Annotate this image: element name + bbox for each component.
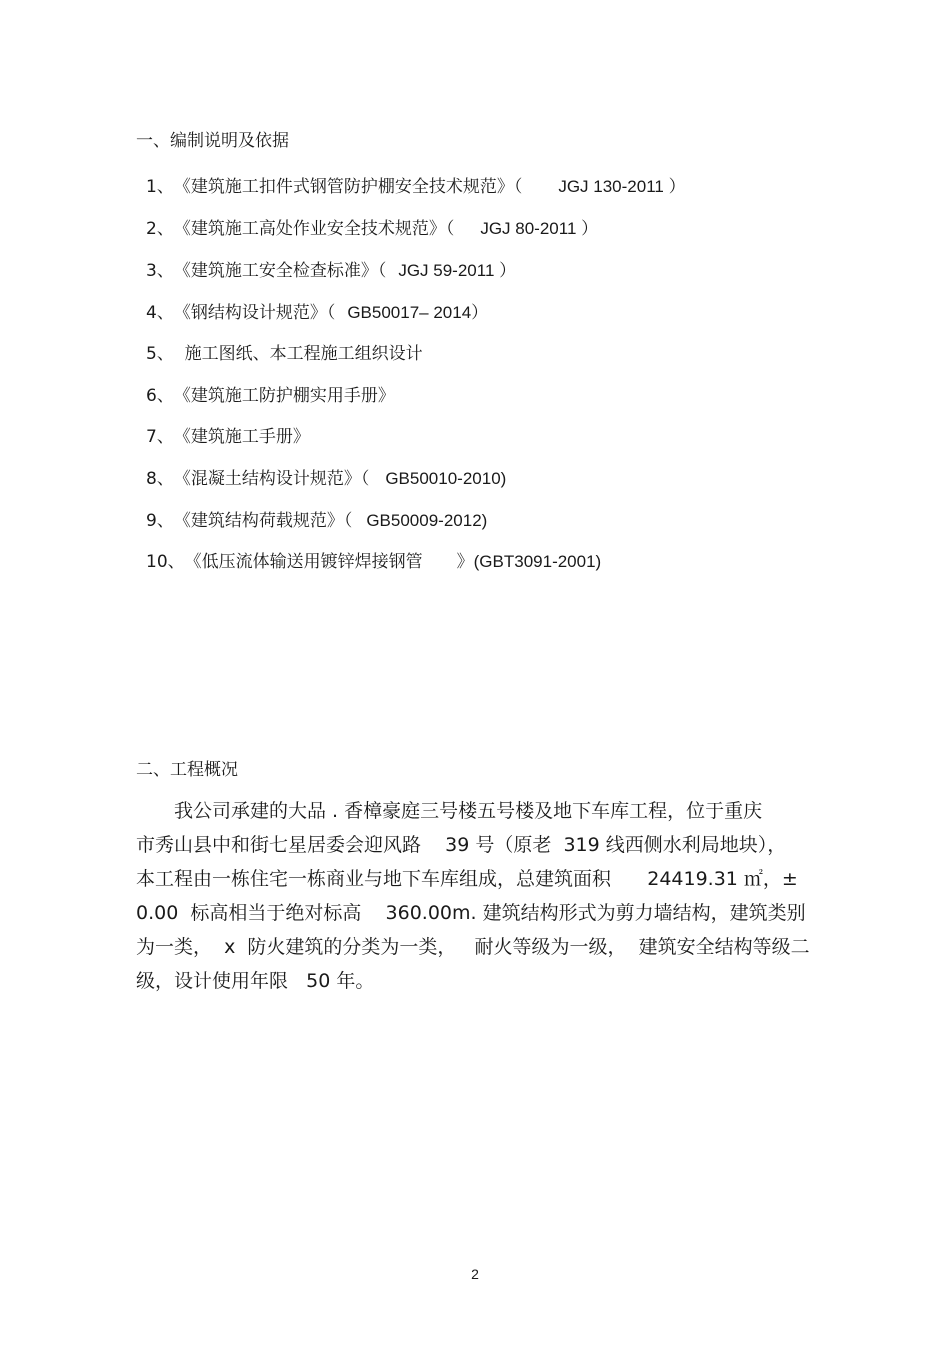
reference-code: GB50017– 2014） bbox=[347, 303, 489, 322]
reference-number: 6、 bbox=[146, 386, 174, 406]
reference-number: 2、 bbox=[146, 219, 174, 239]
reference-title: 《钢结构设计规范》（ bbox=[173, 303, 336, 323]
paragraph-line: 0.00 标高相当于绝对标高 360.00m. 建筑结构形式为剪力墙结构，建筑类别 bbox=[136, 902, 806, 924]
reference-item bbox=[146, 219, 598, 239]
reference-number: 3、 bbox=[146, 261, 174, 281]
reference-title: 《建筑施工扣件式钢管防护棚安全技术规范》（ bbox=[173, 177, 523, 197]
reference-number: 5、 bbox=[146, 344, 174, 364]
reference-code: JGJ 80-2011 ） bbox=[480, 219, 599, 238]
paragraph-line: 市秀山县中和街七星居委会迎风路 39 号（原老 319 线西侧水利局地块）， bbox=[136, 834, 787, 856]
reference-title: 《建筑施工安全检查标准》（ bbox=[173, 261, 387, 281]
reference-number: 9、 bbox=[146, 511, 174, 531]
reference-number: 10、 bbox=[146, 552, 185, 572]
reference-number: 1、 bbox=[146, 177, 174, 197]
section-1-heading: 一、编制说明及依据 bbox=[136, 131, 289, 151]
reference-code: JGJ 59-2011 ） bbox=[398, 261, 517, 280]
reference-code: JGJ 130-2011 ） bbox=[558, 177, 686, 196]
reference-number: 8、 bbox=[146, 469, 174, 489]
paragraph-line: 本工程由一栋住宅一栋商业与地下车库组成，总建筑面积 24419.31 ㎡，± bbox=[136, 868, 798, 890]
reference-item bbox=[146, 427, 310, 447]
reference-title: 《建筑施工高处作业安全技术规范》（ bbox=[173, 219, 455, 239]
reference-item bbox=[146, 177, 686, 197]
reference-number: 7、 bbox=[146, 427, 174, 447]
reference-item bbox=[146, 552, 601, 572]
paragraph-line: 级，设计使用年限 50 年。 bbox=[136, 970, 375, 992]
reference-title: 《混凝土结构设计规范》（ bbox=[173, 469, 370, 489]
reference-number: 4、 bbox=[146, 303, 174, 323]
reference-title: 《建筑结构荷载规范》（ bbox=[173, 511, 353, 531]
reference-code: 》(GBT3091-2001) bbox=[456, 552, 602, 571]
reference-code: GB50009-2012) bbox=[366, 511, 488, 530]
reference-title: 《低压流体输送用镀锌焊接钢管 bbox=[184, 552, 423, 572]
reference-item bbox=[146, 261, 516, 281]
reference-item bbox=[146, 469, 506, 489]
project-overview-paragraph bbox=[136, 794, 866, 998]
reference-code: GB50010-2010) bbox=[385, 469, 507, 488]
reference-title: 《建筑施工手册》 bbox=[173, 427, 310, 447]
reference-title: 《建筑施工防护棚实用手册》 bbox=[173, 386, 395, 406]
page-number: 2 bbox=[471, 1266, 479, 1282]
reference-item bbox=[146, 511, 487, 531]
reference-item bbox=[146, 344, 423, 364]
reference-item bbox=[146, 303, 488, 323]
paragraph-line: 我公司承建的大品 . 香樟豪庭三号楼五号楼及地下车库工程，位于重庆 bbox=[174, 800, 763, 822]
reference-title: 施工图纸、本工程施工组织设计 bbox=[173, 344, 423, 364]
section-2-heading: 二、工程概况 bbox=[136, 760, 238, 780]
paragraph-line: 为一类， x 防火建筑的分类为一类， 耐火等级为一级， 建筑安全结构等级二 bbox=[136, 936, 810, 958]
reference-item bbox=[146, 386, 395, 406]
